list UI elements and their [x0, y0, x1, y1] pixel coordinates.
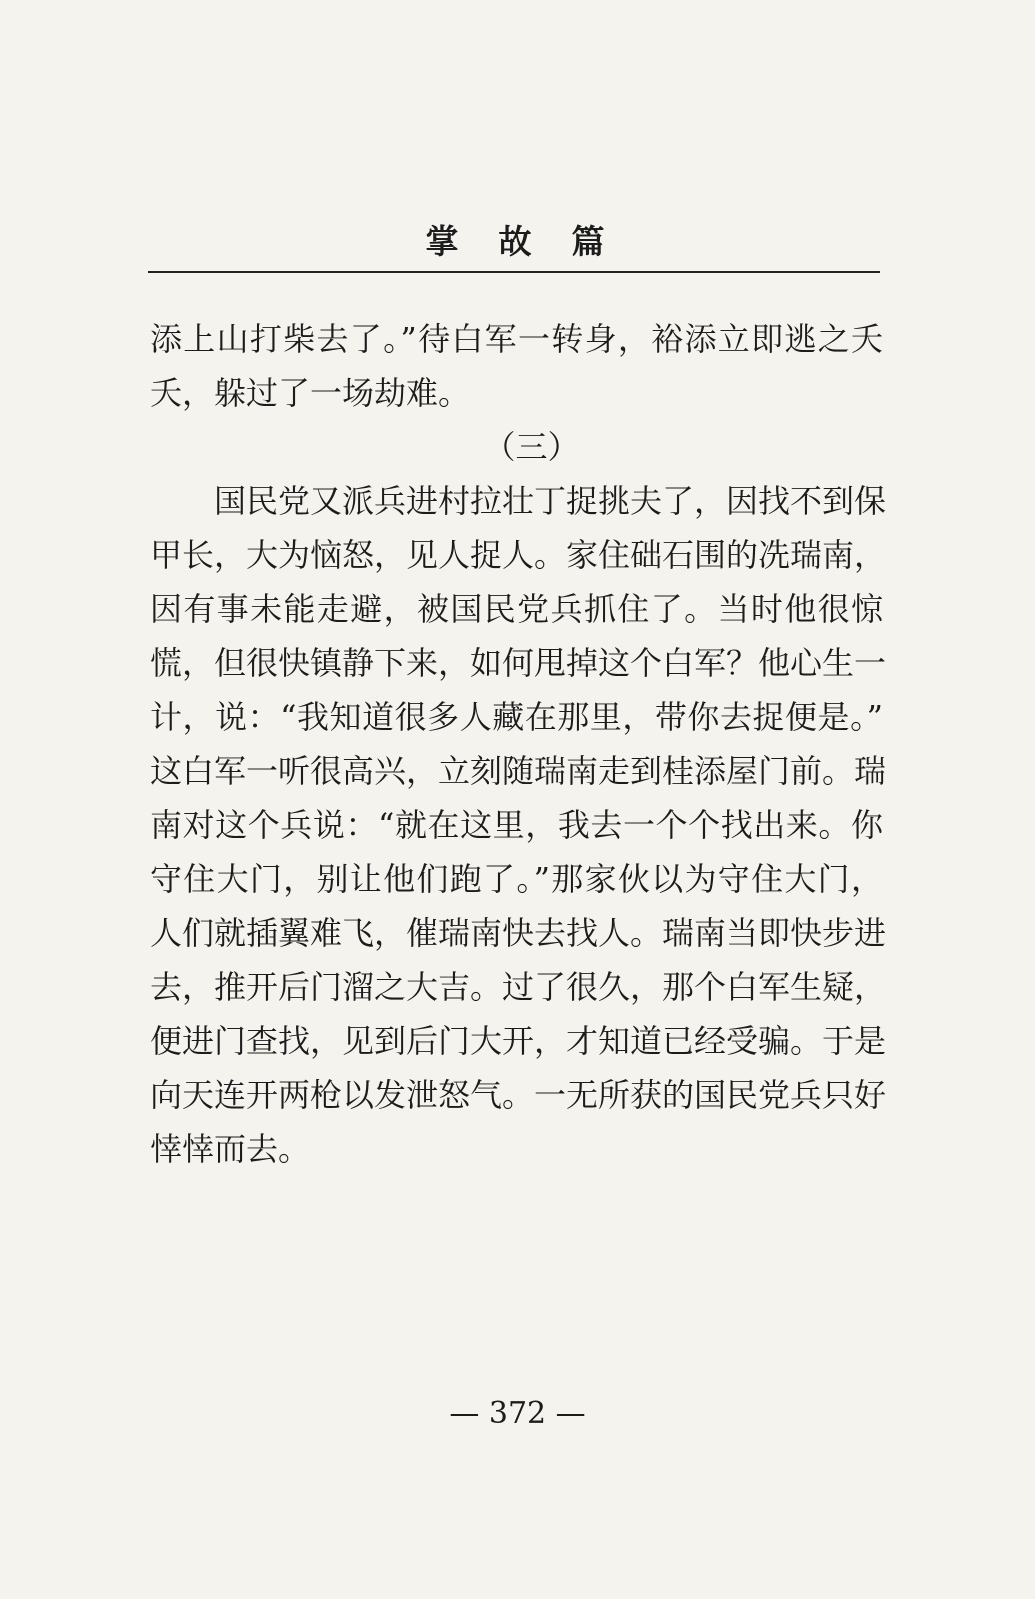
text-line: 南对这个兵说：“就在这里，我去一个个找出来。你	[150, 806, 883, 844]
text-line: 这白军一听很高兴，立刻随瑞南走到桂添屋门前。瑞	[150, 752, 887, 790]
text-line: 计，说：“我知道很多人藏在那里，带你去捉便是。”	[150, 698, 883, 736]
text-line: 甲长，大为恼怒，见人捉人。家住础石围的冼瑞南，	[150, 536, 887, 574]
section-heading: （三）	[483, 428, 580, 466]
page-number: — 372 —	[449, 1396, 586, 1431]
text-line: 因有事未能走避，被国民党兵抓住了。当时他很惊	[150, 590, 883, 628]
running-head-title: 掌故篇	[425, 222, 645, 261]
header-rule	[148, 271, 880, 273]
text-line: 便进门查找，见到后门大开，才知道已经受骗。于是	[150, 1022, 887, 1060]
text-line: 去，推开后门溜之大吉。过了很久，那个白军生疑，	[150, 968, 887, 1006]
text-line: 向天连开两枪以发泄怒气。一无所获的国民党兵只好	[150, 1076, 887, 1114]
text-line: 守住大门，别让他们跑了。”那家伙以为守住大门，	[150, 860, 883, 898]
text-line: 国民党又派兵进村拉壮丁捉挑夫了，因找不到保	[214, 482, 887, 520]
text-line: 添上山打柴去了。”待白军一转身，裕添立即逃之夭	[150, 320, 883, 358]
text-line: 夭，躲过了一场劫难。	[150, 374, 471, 412]
text-line: 人们就插翼难飞，催瑞南快去找人。瑞南当即快步进	[150, 914, 887, 952]
body-text	[150, 312, 887, 1176]
text-line: 慌，但很快镇静下来，如何甩掉这个白军？他心生一	[150, 644, 887, 682]
text-line: 悻悻而去。	[150, 1130, 311, 1168]
